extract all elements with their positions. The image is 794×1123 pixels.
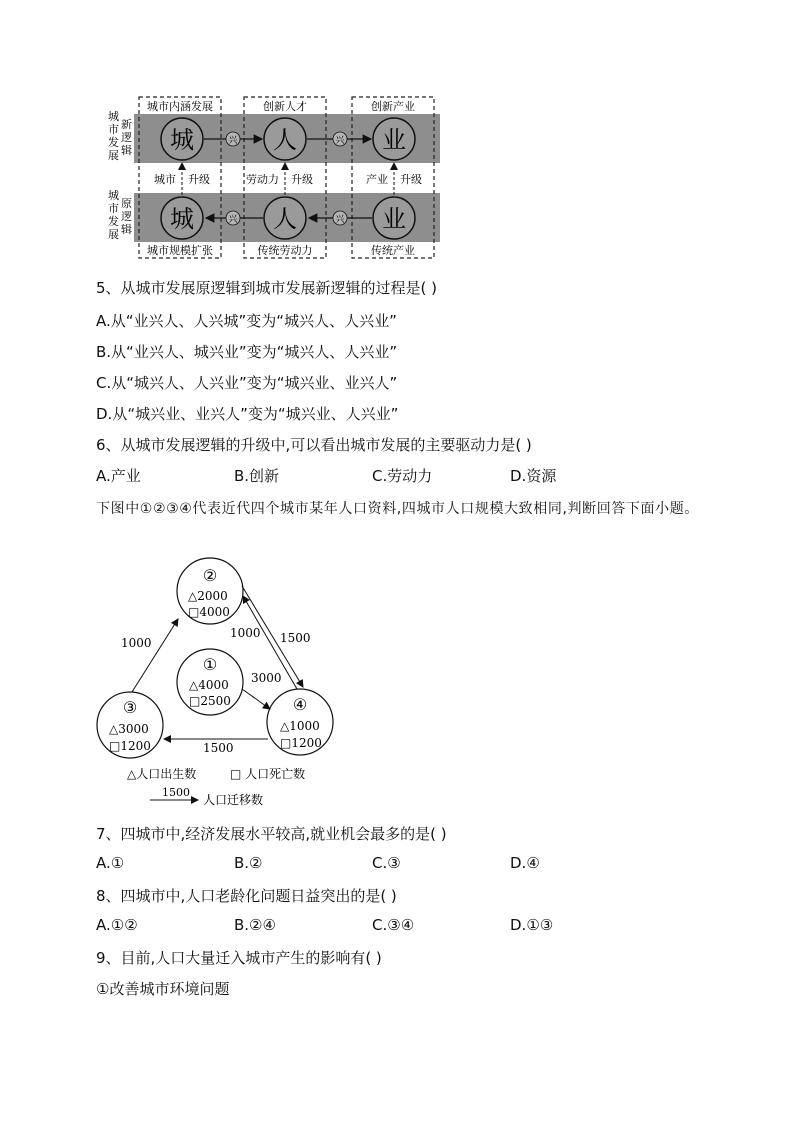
city-1-deaths: □2500 xyxy=(189,694,231,708)
question-8-option-d: D.①③ xyxy=(510,916,554,934)
arrow-3-to-2 xyxy=(132,619,178,692)
question-7-option-b: B.② xyxy=(234,854,263,872)
question-6-option-c: C.劳动力 xyxy=(372,467,433,485)
question-5-option-d: D.从“城兴业、业兴人”变为“城兴业、人兴业” xyxy=(96,405,399,423)
xing-icon: 兴 xyxy=(335,215,345,225)
city-4-id: ④ xyxy=(292,695,308,714)
circle-city-new: 城 xyxy=(170,126,194,154)
circle-city-old: 城 xyxy=(170,205,194,233)
side-char: 发 xyxy=(108,215,119,228)
legend-migration-label: 人口迁移数 xyxy=(203,793,264,807)
upgrade-label-city: 升级 xyxy=(188,173,210,186)
circle-people-old: 人 xyxy=(273,205,297,233)
question-8-stem: 8、四城市中,人口老龄化问题日益突出的是( ) xyxy=(96,887,397,905)
top-label-people: 创新人才 xyxy=(263,100,307,113)
side-char: 展 xyxy=(108,228,119,241)
xing-icon: 兴 xyxy=(228,136,238,146)
bottom-label-industry: 传统产业 xyxy=(371,244,415,257)
question-8-option-a: A.①② xyxy=(96,916,138,934)
bottom-label-people: 传统劳动力 xyxy=(257,244,313,257)
side-char: 逻 xyxy=(121,131,132,144)
old-logic-side-label xyxy=(108,189,132,241)
question-5-option-c: C.从“城兴人、人兴业”变为“城兴业、业兴人” xyxy=(96,374,398,392)
xing-icon: 兴 xyxy=(228,215,238,225)
question-8-option-b: B.②④ xyxy=(234,916,276,934)
question-6-stem: 6、从城市发展逻辑的升级中,可以看出城市发展的主要驱动力是( ) xyxy=(96,436,532,454)
city-2-births: △2000 xyxy=(188,589,228,603)
city-4-deaths: □1200 xyxy=(280,736,322,750)
city-3-deaths: □1200 xyxy=(109,739,151,753)
flow-4-to-2: 1000 xyxy=(230,626,261,640)
population-migration-diagram xyxy=(90,555,350,815)
city-2-deaths: □4000 xyxy=(188,605,230,619)
circle-people-new: 人 xyxy=(273,126,297,154)
question-6-option-a: A.产业 xyxy=(96,467,141,485)
question-6-option-d: D.资源 xyxy=(510,467,557,485)
bottom-label-city: 城市规模扩张 xyxy=(147,244,213,257)
question-6-option-b: B.创新 xyxy=(234,467,280,485)
arrow-1-to-4 xyxy=(242,689,270,709)
side-char: 市 xyxy=(108,123,119,136)
upgrade-name-people: 劳动力 xyxy=(246,173,279,186)
question-8-option-c: C.③④ xyxy=(372,916,415,934)
question-5-stem: 5、从城市发展原逻辑到城市发展新逻辑的过程是( ) xyxy=(96,279,438,297)
xing-icon: 兴 xyxy=(335,136,345,146)
city-logic-diagram xyxy=(96,92,446,264)
side-char: 城 xyxy=(108,110,119,123)
question-5-option-b: B.从“业兴人、城兴业”变为“城兴人、人兴业” xyxy=(96,343,398,361)
question-7-option-a: A.① xyxy=(96,854,125,872)
question-9-option-1: ①改善城市环境问题 xyxy=(96,980,230,998)
question-9-stem: 9、目前,人口大量迁入城市产生的影响有( ) xyxy=(96,949,382,967)
legend-migration-value: 1500 xyxy=(162,786,190,799)
upgrade-name-city: 城市 xyxy=(154,173,176,186)
side-char: 市 xyxy=(108,202,119,215)
circle-industry-new: 业 xyxy=(382,126,406,154)
upgrade-label-people: 升级 xyxy=(291,173,313,186)
side-char: 逻 xyxy=(121,210,132,223)
new-logic-side-label xyxy=(108,110,132,162)
side-char: 发 xyxy=(108,136,119,149)
top-label-city: 城市内涵发展 xyxy=(147,100,213,113)
city-2-id: ② xyxy=(202,566,218,585)
side-char: 展 xyxy=(108,149,119,162)
question-7-option-d: D.④ xyxy=(510,854,540,872)
side-char: 辑 xyxy=(121,144,132,157)
question-7-option-c: C.③ xyxy=(372,854,401,872)
flow-4-to-3: 1500 xyxy=(203,741,234,755)
intro-text: 下图中①②③④代表近代四个城市某年人口资料,四城市人口规模大致相同,判断回答下面小题。 xyxy=(96,501,699,517)
question-7-stem: 7、四城市中,经济发展水平较高,就业机会最多的是( ) xyxy=(96,825,447,843)
upgrade-name-industry: 产业 xyxy=(366,173,388,186)
flow-1-to-4: 3000 xyxy=(251,671,282,685)
upgrade-label-industry: 升级 xyxy=(400,173,422,186)
side-char: 原 xyxy=(121,197,132,210)
flow-3-to-2: 1000 xyxy=(121,636,152,650)
city-1-births: △4000 xyxy=(189,678,229,692)
flow-2-to-4: 1500 xyxy=(280,631,311,645)
side-char: 城 xyxy=(108,189,119,202)
question-5-option-a: A.从“业兴人、人兴城”变为“城兴人、人兴业” xyxy=(96,312,397,330)
side-char: 辑 xyxy=(121,223,132,236)
side-char: 新 xyxy=(121,118,132,131)
city-4-births: △1000 xyxy=(280,719,320,733)
circle-industry-old: 业 xyxy=(382,205,406,233)
top-label-industry: 创新产业 xyxy=(371,100,415,113)
legend-births: △人口出生数 xyxy=(127,767,197,781)
city-1-id: ① xyxy=(202,655,218,674)
city-3-births: △3000 xyxy=(109,722,149,736)
legend-deaths: □ 人口死亡数 xyxy=(230,767,306,781)
city-3-id: ③ xyxy=(122,698,138,717)
